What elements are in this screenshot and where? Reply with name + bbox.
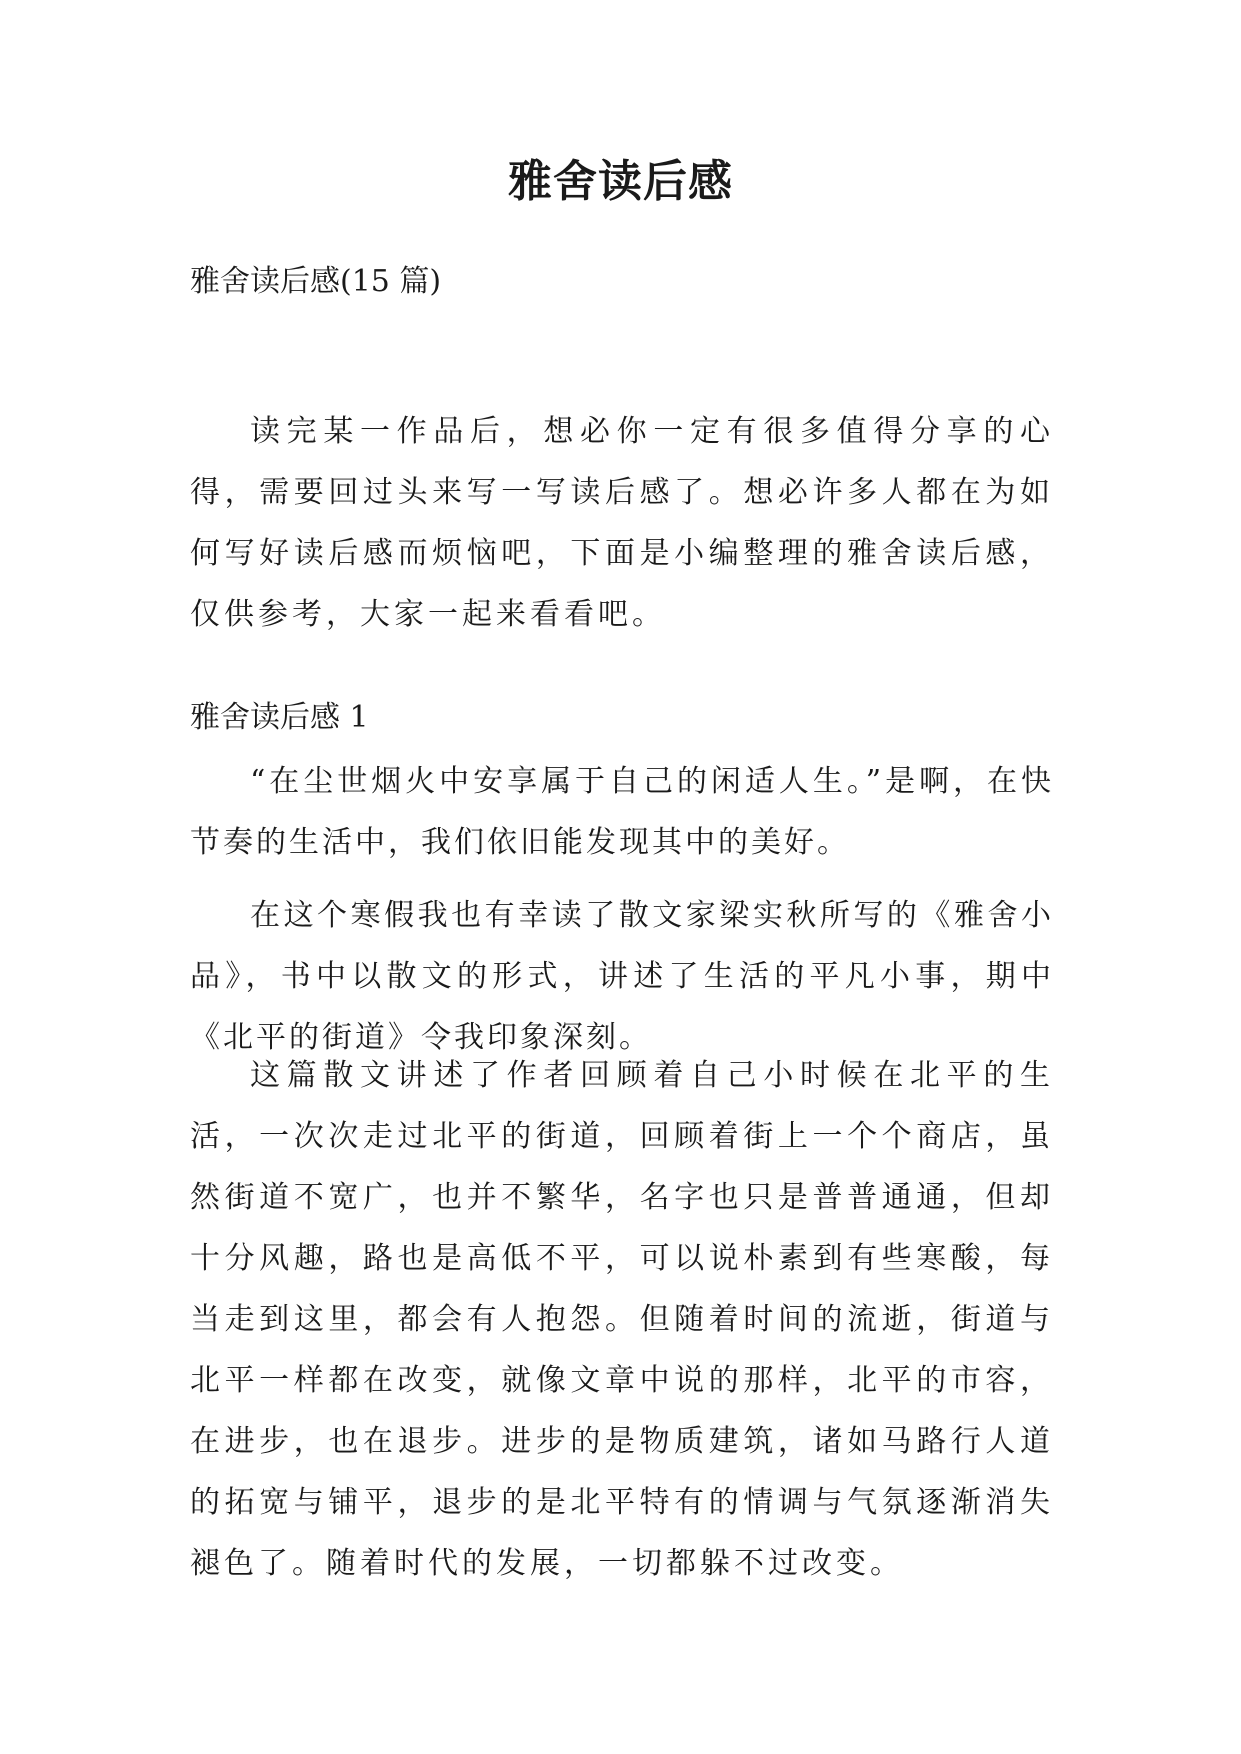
section-heading: 雅舍读后感 1 — [190, 700, 369, 735]
document-subtitle: 雅舍读后感(15 篇) — [190, 264, 442, 299]
body-paragraph: “在尘世烟火中安享属于自己的闲适人生。”是啊，在快节奏的生活中，我们依旧能发现其中的美好。 — [190, 764, 1054, 860]
intro-paragraph: 读完某一作品后，想必你一定有很多值得分享的心得，需要回过头来写一写读后感了。想必许多人都在为如何写好读后感而烦恼吧，下面是小编整理的雅舍读后感，仅供参考，大家一起来看看吧。 — [190, 414, 1054, 632]
body-paragraph: 在这个寒假我也有幸读了散文家梁实秋所写的《雅舍小品》，书中以散文的形式，讲述了生活的平凡小事，期中《北平的街道》令我印象深刻。 — [190, 898, 1054, 1055]
document-title: 雅舍读后感 — [508, 156, 733, 207]
body-paragraph: 这篇散文讲述了作者回顾着自己小时候在北平的生活，一次次走过北平的街道，回顾着街上一个个商店，虽然街道不宽广，也并不繁华，名字也只是普普通通，但却十分风趣，路也是高低不平，可以说朴素到有些寒酸，每当走到这里，都会有人抱怨。但随着时间的流逝，街道与北平一样都在改变，就像文章中说的那样，北平的市容，在进步，也在退步。进步的是物质建筑，诸如马路行人道的拓宽与铺平，退步的是北平特有的情调与气氛逐渐消失褪色了。随着时代的发展，一切都躲不过改变。 — [190, 1058, 1054, 1581]
